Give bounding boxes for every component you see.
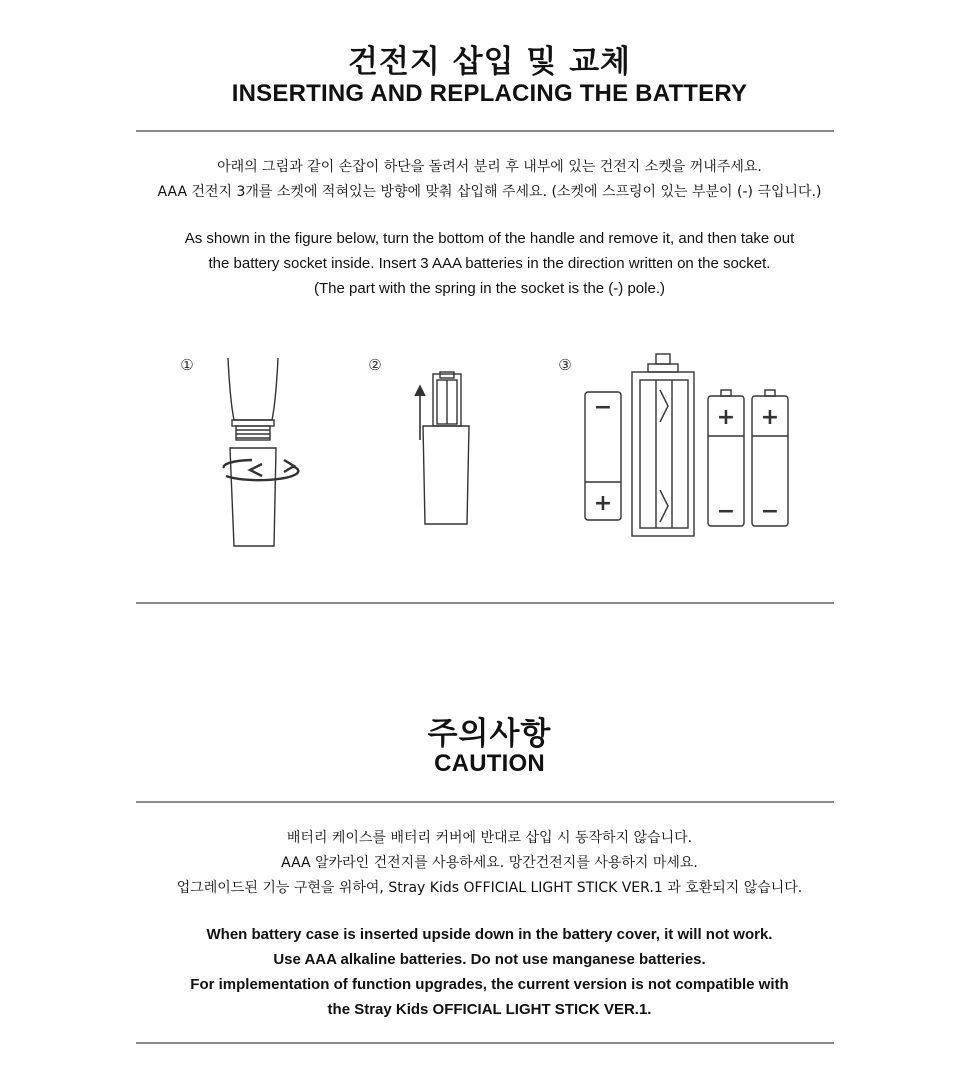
divider bbox=[136, 1042, 834, 1044]
battery-instructions-ko bbox=[0, 155, 979, 205]
instruction-line: (The part with the spring in the socket is the (-) pole.) bbox=[314, 280, 665, 297]
caution-line: AAA 알카라인 건전지를 사용하세요. 망간건전지를 사용하지 마세요. bbox=[281, 855, 698, 871]
minus-sign: − bbox=[760, 499, 780, 524]
caution-line: When battery case is inserted upside down in the battery cover, it will not work. bbox=[206, 926, 773, 943]
plus-sign: + bbox=[716, 405, 736, 430]
minus-sign: − bbox=[593, 395, 613, 420]
caution-line: Use AAA alkaline batteries. Do not use manganese batteries. bbox=[273, 951, 706, 968]
plus-sign: + bbox=[593, 491, 613, 516]
instruction-line: 아래의 그림과 같이 손잡이 하단을 돌려서 분리 후 내부에 있는 건전지 소켓을 꺼내주세요. bbox=[217, 159, 762, 175]
battery-insertion-illustration bbox=[0, 340, 979, 560]
instruction-line: the battery socket inside. Insert 3 AAA batteries in the direction written on the socket. bbox=[208, 255, 771, 272]
caution-line: For implementation of function upgrades, the current version is not compatible with bbox=[190, 976, 789, 993]
battery-socket-illustration bbox=[632, 354, 694, 536]
caution-line: 배터리 케이스를 배터리 커버에 반대로 삽입 시 동작하지 않습니다. bbox=[286, 830, 693, 846]
minus-sign: − bbox=[716, 499, 736, 524]
instruction-line: As shown in the figure below, turn the bottom of the handle and remove it, and then take out bbox=[184, 230, 795, 247]
instruction-line: AAA 건전지 3개를 소켓에 적혀있는 방향에 맞춰 삽입해 주세요. (소켓에 스프링이 있는 부분이 (-) 극입니다.) bbox=[157, 184, 822, 200]
divider bbox=[136, 801, 834, 803]
socket-removal-illustration bbox=[415, 372, 469, 524]
caution-line: 업그레이드된 기능 구현을 위하여, Stray Kids OFFICIAL LIGHT STICK VER.1 과 호환되지 않습니다. bbox=[176, 880, 803, 896]
divider bbox=[136, 130, 834, 132]
caution-text-ko bbox=[0, 826, 979, 901]
caution-title-ko: 주의사항 bbox=[427, 716, 552, 752]
caution-line: the Stray Kids OFFICIAL LIGHT STICK VER.1. bbox=[327, 1001, 652, 1018]
divider bbox=[136, 602, 834, 604]
caution-title-en: CAUTION bbox=[434, 750, 545, 777]
battery-section-title-ko: 건전지 삽입 및 교체 bbox=[348, 44, 631, 80]
step-number-3: ③ bbox=[558, 356, 572, 374]
plus-sign: + bbox=[760, 405, 780, 430]
step-number-1: ① bbox=[180, 356, 194, 374]
battery-section-title-en: INSERTING AND REPLACING THE BATTERY bbox=[231, 80, 748, 107]
handle-illustration bbox=[224, 358, 299, 546]
caution-text-en bbox=[0, 922, 979, 1022]
step-number-2: ② bbox=[368, 356, 382, 374]
battery-instructions-en bbox=[0, 226, 979, 301]
